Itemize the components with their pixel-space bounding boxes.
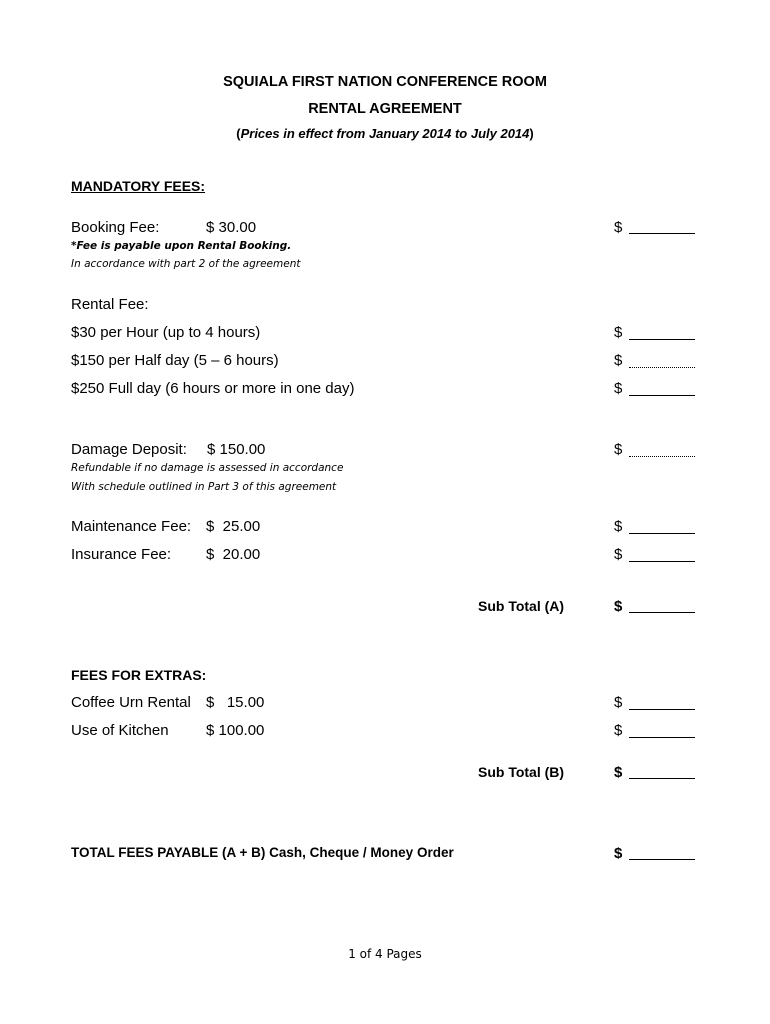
booking-fee-dollar: $: [614, 219, 623, 236]
insurance-fee-label: Insurance Fee:: [71, 546, 172, 563]
damage-deposit-label: Damage Deposit:: [71, 441, 187, 458]
coffee-urn-amount: $ 15.00: [206, 694, 265, 711]
damage-deposit-note-2: With schedule outlined in Part 3 of this agreement: [71, 481, 337, 493]
damage-deposit-dollar: $: [614, 441, 623, 458]
booking-fee-note-2: In accordance with part 2 of the agreement: [71, 258, 301, 270]
rental-hourly-label: $30 per Hour (up to 4 hours): [71, 324, 261, 341]
maintenance-fee-amount: $ 25.00: [206, 518, 261, 535]
coffee-urn-label: Coffee Urn Rental: [71, 694, 191, 711]
rental-halfday-blank[interactable]: [629, 367, 695, 368]
total-fees-label: TOTAL FEES PAYABLE (A + B) Cash, Cheque / Money Order: [71, 845, 454, 860]
extras-heading: FEES FOR EXTRAS:: [71, 667, 207, 683]
booking-fee-amount: $ 30.00: [206, 219, 257, 236]
rental-hourly-blank[interactable]: [629, 339, 695, 340]
rental-fullday-dollar: $: [614, 380, 623, 397]
booking-fee-note: *Fee is payable upon Rental Booking.: [71, 240, 292, 252]
subtotal-a-blank[interactable]: [629, 612, 695, 613]
booking-fee-label: Booking Fee:: [71, 219, 160, 236]
booking-fee-blank[interactable]: [629, 233, 695, 234]
maintenance-fee-dollar: $: [614, 518, 623, 535]
damage-deposit-note: Refundable if no damage is assessed in accordance: [71, 462, 344, 474]
mandatory-fees-heading: MANDATORY FEES:: [71, 178, 206, 194]
maintenance-fee-label: Maintenance Fee:: [71, 518, 192, 535]
damage-deposit-blank[interactable]: [629, 456, 695, 457]
maintenance-fee-blank[interactable]: [629, 533, 695, 534]
total-fees-dollar: $: [614, 845, 623, 862]
rental-fee-heading: Rental Fee:: [71, 296, 149, 313]
rental-hourly-dollar: $: [614, 324, 623, 341]
kitchen-label: Use of Kitchen: [71, 722, 169, 739]
kitchen-amount: $ 100.00: [206, 722, 265, 739]
coffee-urn-blank[interactable]: [629, 709, 695, 710]
rental-halfday-label: $150 per Half day (5 – 6 hours): [71, 352, 279, 369]
prices-effective-line: (Prices in effect from January 2014 to July 2014): [236, 126, 534, 141]
insurance-fee-blank[interactable]: [629, 561, 695, 562]
damage-deposit-amount: $ 150.00: [207, 441, 266, 458]
subtotal-b-blank[interactable]: [629, 778, 695, 779]
rental-fullday-blank[interactable]: [629, 395, 695, 396]
subtotal-b-dollar: $: [614, 764, 623, 781]
total-fees-blank[interactable]: [629, 859, 695, 860]
document-title: SQUIALA FIRST NATION CONFERENCE ROOM: [223, 74, 547, 90]
coffee-urn-dollar: $: [614, 694, 623, 711]
document-subtitle: RENTAL AGREEMENT: [308, 101, 462, 117]
rental-halfday-dollar: $: [614, 352, 623, 369]
insurance-fee-amount: $ 20.00: [206, 546, 261, 563]
kitchen-blank[interactable]: [629, 737, 695, 738]
subtotal-a-label: Sub Total (A): [478, 598, 565, 614]
kitchen-dollar: $: [614, 722, 623, 739]
page-number: 1 of 4 Pages: [348, 947, 422, 961]
insurance-fee-dollar: $: [614, 546, 623, 563]
subtotal-a-dollar: $: [614, 598, 623, 615]
rental-fullday-label: $250 Full day (6 hours or more in one day): [71, 380, 355, 397]
subtotal-b-label: Sub Total (B): [478, 764, 565, 780]
